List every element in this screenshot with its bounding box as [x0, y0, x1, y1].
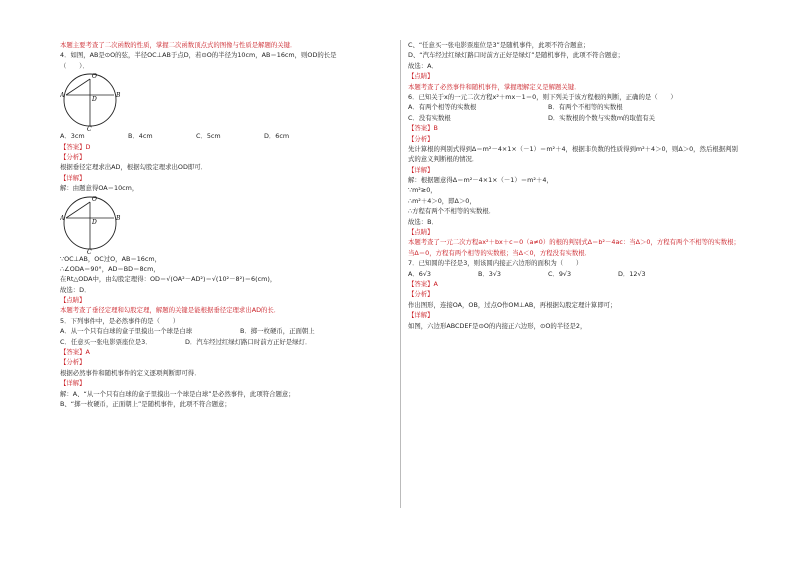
- q5-option-d: D．汽车经过红绿灯路口时前方正好是绿灯．: [185, 337, 312, 346]
- q6-step-5: 故选：B．: [408, 217, 438, 226]
- q6-answer: 【答案】B: [408, 124, 438, 133]
- q6-comment-2: 当Δ＝0，方程有两个相等的实数根；当Δ＜0，方程没有实数根．: [408, 248, 592, 257]
- q6-step-2: ∵m²≥0，: [408, 186, 437, 195]
- label-o-2: O: [92, 195, 97, 203]
- q4-answer: 【答案】D: [60, 142, 91, 151]
- label-a: A: [60, 92, 65, 100]
- q4-option-b: B．4cm: [128, 132, 153, 141]
- q5-stem: 5．下列事件中，是必然事件的是（ ）: [60, 316, 180, 325]
- q5-options-cd: [60, 337, 395, 347]
- label-c: C: [87, 126, 92, 132]
- q4-option-a: A．3cm: [60, 132, 85, 141]
- q7-stem: 7．已知圆的半径是3，则该圆内接正六边形的面积为（ ）: [408, 259, 583, 268]
- q6-stem: 6．已知关于x的一元二次方程x²＋mx－1＝0，则下列关于该方程根的判断，正确的是（ ）: [408, 92, 677, 101]
- q6-detail-label: 【详解】: [408, 165, 434, 174]
- q7-detail-label: 【详解】: [408, 311, 434, 320]
- left-column: [60, 40, 395, 409]
- q5-solution-a: 解：A、“从一个只有白球的盒子里摸出一个球是白球”是必然事件，此项符合题意；: [60, 389, 295, 398]
- q6-step-4: ∴方程有两个不相等的实数根．: [408, 207, 496, 216]
- q7-option-a: A．6√3: [408, 269, 431, 278]
- q4-comment-label: 【点睛】: [60, 296, 86, 305]
- q6-options-cd: [408, 113, 743, 123]
- q5-solution-b: B、“掷一枚硬币，正面朝上”是随机事件，此项不符合题意；: [60, 399, 231, 408]
- q5-solution-d: D、“汽车经过红绿灯路口时前方正好是绿灯”是随机事件，此项不符合题意；: [408, 51, 625, 60]
- q5-choose: 故选：A．: [408, 61, 438, 70]
- q6-analysis-1: 先计算根的判别式得到Δ＝m²－4×1×（－1）＝m²＋4，根据非负数的性质得到m²＋4＞0，则Δ＞0，然后根据判别: [408, 144, 738, 153]
- circle-figure-solution: [60, 194, 140, 254]
- q6-analysis-2: 式的意义判断根的情况．: [408, 155, 479, 164]
- q5-analysis-label: 【分析】: [60, 358, 86, 367]
- label-a-2: A: [60, 214, 65, 222]
- q6-analysis-label: 【分析】: [408, 134, 434, 143]
- q7-option-d: D．12√3: [618, 269, 646, 278]
- label-b-2: B: [116, 214, 121, 222]
- q5-option-b: B．掷一枚硬币，正面朝上: [240, 327, 315, 336]
- q6-option-d: D．实数根的个数与实数m的取值有关: [548, 113, 656, 122]
- label-c-2: C: [87, 248, 92, 254]
- q7-solution: 如图，六边形ABCDEF是⊙O的内接正六边形，⊙O的半径是2，: [408, 321, 587, 330]
- q6-comment-1: 本题考查了一元二次方程ax²＋bx＋c＝0（a≠0）的根的判别式Δ＝b²－4ac：当Δ＞0，方程有两个不相等的实数根；: [408, 238, 740, 247]
- q6-option-c: C．没有实数根: [408, 113, 451, 122]
- q4-solution-1: 解：由题意得OA＝10cm，: [60, 184, 139, 193]
- q5-options-ab: [60, 326, 395, 336]
- q4-option-c: C．5cm: [196, 132, 221, 141]
- circle-figure-q4: [60, 71, 140, 131]
- q7-option-c: C．9√3: [548, 269, 572, 278]
- column-divider: [400, 40, 401, 508]
- q7-options: [408, 269, 743, 279]
- right-column: [408, 40, 743, 331]
- q5-answer: 【答案】A: [60, 348, 90, 357]
- q6-step-3: ∴m²＋4＞0，即Δ＞0，: [408, 196, 476, 205]
- q6-comment-label: 【点睛】: [408, 228, 434, 237]
- q5-comment-label: 【点睛】: [408, 72, 434, 81]
- q5-analysis: 根据必然事件和随机事件的定义逐项判断即可得．: [60, 368, 201, 377]
- q7-answer: 【答案】A: [408, 279, 438, 288]
- q5-option-a: A．从一个只有白球的盒子里摸出一个球是白球: [60, 327, 193, 336]
- label-o: O: [92, 73, 97, 81]
- label-d-2: D: [92, 218, 97, 226]
- q5-solution-c: C、“任意买一张电影票座位是3”是随机事件，此项不符合题意；: [408, 41, 590, 49]
- q7-analysis-label: 【分析】: [408, 290, 434, 299]
- q5-comment: 本题考查了必然事件和随机事件，掌握理解定义是解题关键．: [408, 82, 581, 91]
- intro-note: 本题主要考查了二次函数的性质，掌握二次函数顶点式的图像与性质是解题的关键．: [60, 41, 297, 49]
- q4-detail-label: 【详解】: [60, 173, 86, 182]
- q6-step-1: 解：根据题意得Δ＝m²－4×1×（－1）＝m²＋4，: [408, 176, 553, 185]
- q4-paren: （ ）．: [60, 61, 89, 70]
- q5-detail-label: 【详解】: [60, 379, 86, 388]
- q4-analysis-label: 【分析】: [60, 152, 86, 161]
- q4-analysis: 根据垂径定理求出AD，根据勾股定理求出OD即可．: [60, 163, 208, 172]
- q7-option-b: B．3√3: [478, 269, 501, 278]
- q6-option-a: A．有两个相等的实数根: [408, 103, 477, 112]
- q7-analysis: 作出图形，连接OA，OB，过点O作OM⊥AB，再根据勾股定理计算即可；: [408, 300, 617, 309]
- q4-step-3: 在Rt△ODA中，由勾股定理得：OD＝√(OA²－AD²)＝√(10²－8²)＝6(cm)，: [60, 275, 277, 284]
- q4-step-1: ∵OC⊥AB，OC过O，AB＝16cm，: [60, 254, 161, 263]
- label-d: D: [92, 96, 97, 104]
- q5-option-c: C．任意买一张电影票座位是3．: [60, 337, 152, 346]
- q4-option-d: D．6cm: [264, 132, 290, 141]
- q4-stem: 4．如图，AB是⊙O的弦，半径OC⊥AB于点D，若⊙O的半径为10cm，AB＝16cm，则OD的长是: [60, 51, 337, 60]
- q4-options: [60, 131, 395, 141]
- q4-step-2: ∴∠ODA＝90°，AD＝BD＝8cm，: [60, 264, 160, 273]
- q6-options-ab: [408, 102, 743, 112]
- q4-comment: 本题考查了垂径定理和勾股定理，解题的关键是能根据垂径定理求出AD的长．: [60, 306, 281, 315]
- q4-step-4: 故选：D．: [60, 285, 91, 294]
- label-b: B: [116, 92, 121, 100]
- q6-option-b: B．有两个不相等的实数根: [548, 103, 623, 112]
